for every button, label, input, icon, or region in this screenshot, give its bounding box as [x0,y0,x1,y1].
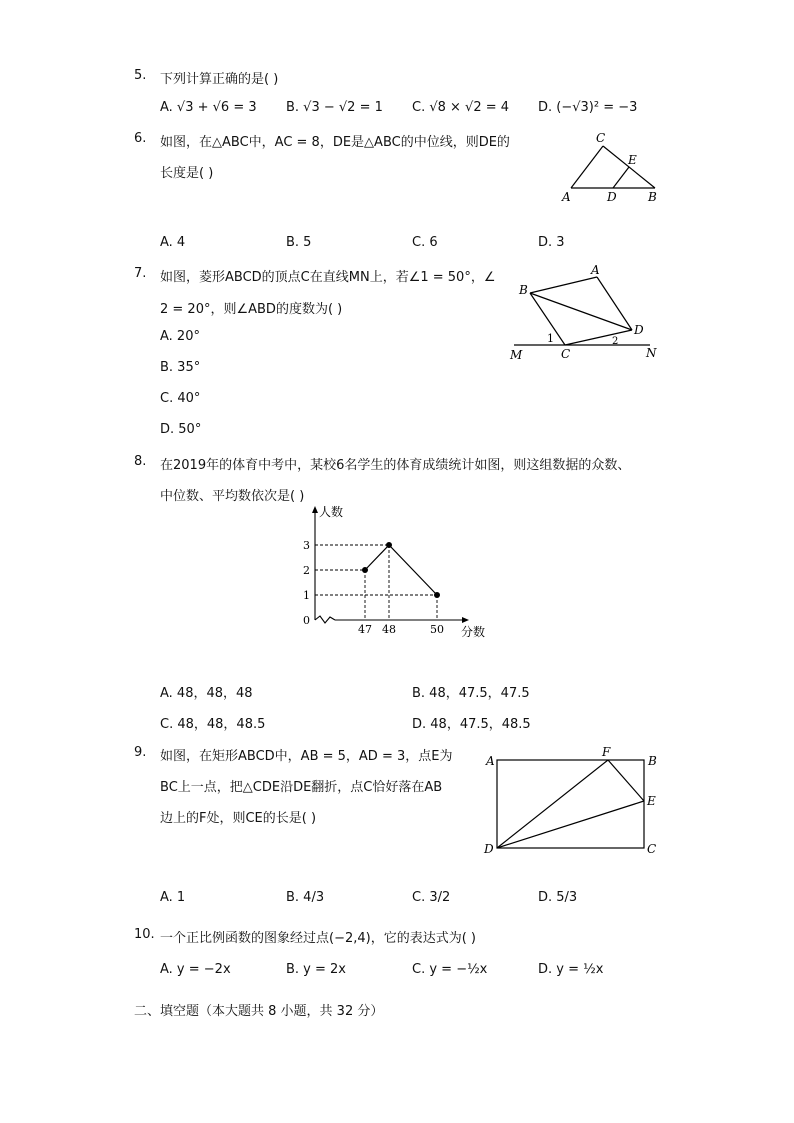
q9-option-a: A. 1 [160,890,186,905]
x-tick-label-48: 48 [382,623,396,636]
x-axis-label: 分数 [461,625,486,639]
q7-stem-line2: 2 = 20°，则∠ABD的度数为( ) [160,302,343,317]
q7-number: 7. [134,266,147,281]
q6-label-c: C [596,131,606,145]
q7-option-d: D. 50° [160,422,202,437]
q6-label-d: D [607,190,617,204]
q7-stem-line1: 如图，菱形ABCD的顶点C在直线MN上，若∠1 = 50°，∠ [160,270,496,285]
q7-option-c: C. 40° [160,391,201,406]
q7-angle-1-label: 1 [547,332,554,345]
y-axis-arrow-icon [312,506,318,513]
axis-break-icon [315,616,335,623]
q8-option-b: B. 48，47.5，47.5 [412,686,530,701]
y-tick-label-0: 0 [303,614,310,627]
q5-option-a: A. √3 + √6 = 3 [160,100,257,115]
q6-triangle-figure [555,128,665,208]
q5-option-b: B. √3 − √2 = 1 [286,100,383,115]
q9-stem-line3: 边上的F处，则CE的长是( ) [160,811,317,826]
q7-label-d: D [634,323,644,337]
y-tick-label-3: 3 [303,539,310,552]
q9-label-e: E [647,794,656,808]
q6-option-c: C. 6 [412,235,438,250]
q9-label-d: D [484,842,494,856]
q6-label-b: B [648,190,657,204]
q5-option-d: D. (−√3)² = −3 [538,100,638,115]
q6-number: 6. [134,131,147,146]
q7-rhombus-figure [500,258,670,366]
q9-number: 9. [134,745,147,760]
q9-label-f: F [602,745,611,759]
q7-option-b: B. 35° [160,360,201,375]
q9-option-c: C. 3/2 [412,890,451,905]
q9-label-b: B [648,754,657,768]
x-tick-label-50: 50 [430,623,444,636]
q6-stem-line1: 如图，在△ABC中，AC = 8，DE是△ABC的中位线，则DE的 [160,135,510,150]
q5-option-c: C. √8 × √2 = 4 [412,100,510,115]
q7-label-c: C [561,347,571,361]
data-point-50 [434,592,440,598]
x-axis-arrow-icon [462,617,469,623]
q7-label-b: B [519,283,528,297]
q10-option-b: B. y = 2x [286,962,346,977]
q8-option-d: D. 48，47.5，48.5 [412,717,531,732]
q6-option-a: A. 4 [160,235,186,250]
q8-line-chart [295,500,495,645]
q5-number: 5. [134,68,147,83]
q7-label-a: A [591,263,600,277]
q10-number: 10. [134,927,155,942]
q9-label-c: C [647,842,657,856]
q6-stem-line2: 长度是( ) [160,166,214,181]
q9-stem-line1: 如图，在矩形ABCD中，AB = 5，AD = 3，点E为 [160,749,453,764]
q6-option-d: D. 3 [538,235,565,250]
q9-rectangle-figure [480,744,665,859]
q7-label-n: N [646,346,657,360]
q10-stem: 一个正比例函数的图象经过点(−2,4)，它的表达式为( ) [160,931,476,946]
section-2-heading: 二、填空题（本大题共 8 小题，共 32 分） [134,1004,384,1019]
q5-stem: 下列计算正确的是( ) [160,72,279,87]
q8-option-a: A. 48，48，48 [160,686,253,701]
q10-option-a: A. y = −2x [160,962,231,977]
q6-label-a: A [562,190,571,204]
y-tick-label-2: 2 [303,564,310,577]
q7-option-a: A. 20° [160,329,200,344]
x-tick-label-47: 47 [358,623,372,636]
q9-option-b: B. 4/3 [286,890,325,905]
q8-stem-line1: 在2019年的体育中考中，某校6名学生的体育成绩统计如图，则这组数据的众数、 [160,458,631,473]
q8-option-c: C. 48，48，48.5 [160,717,266,732]
q6-option-b: B. 5 [286,235,312,250]
data-point-48 [386,542,392,548]
q9-stem-line2: BC上一点，把△CDE沿DE翻折，点C恰好落在AB [160,780,443,795]
q8-number: 8. [134,454,147,469]
q7-label-m: M [510,348,523,362]
q9-label-a: A [486,754,495,768]
y-tick-label-1: 1 [303,589,310,602]
q10-option-c: C. y = −½x [412,962,488,977]
q7-angle-2-label: 2 [612,336,619,347]
series-line [365,545,437,595]
q6-label-e: E [628,153,637,167]
data-point-47 [362,567,368,573]
q9-option-d: D. 5/3 [538,890,578,905]
q10-option-d: D. y = ½x [538,962,604,977]
q8-stem-line2: 中位数、平均数依次是( ) [160,489,305,504]
y-axis-label: 人数 [319,505,344,519]
